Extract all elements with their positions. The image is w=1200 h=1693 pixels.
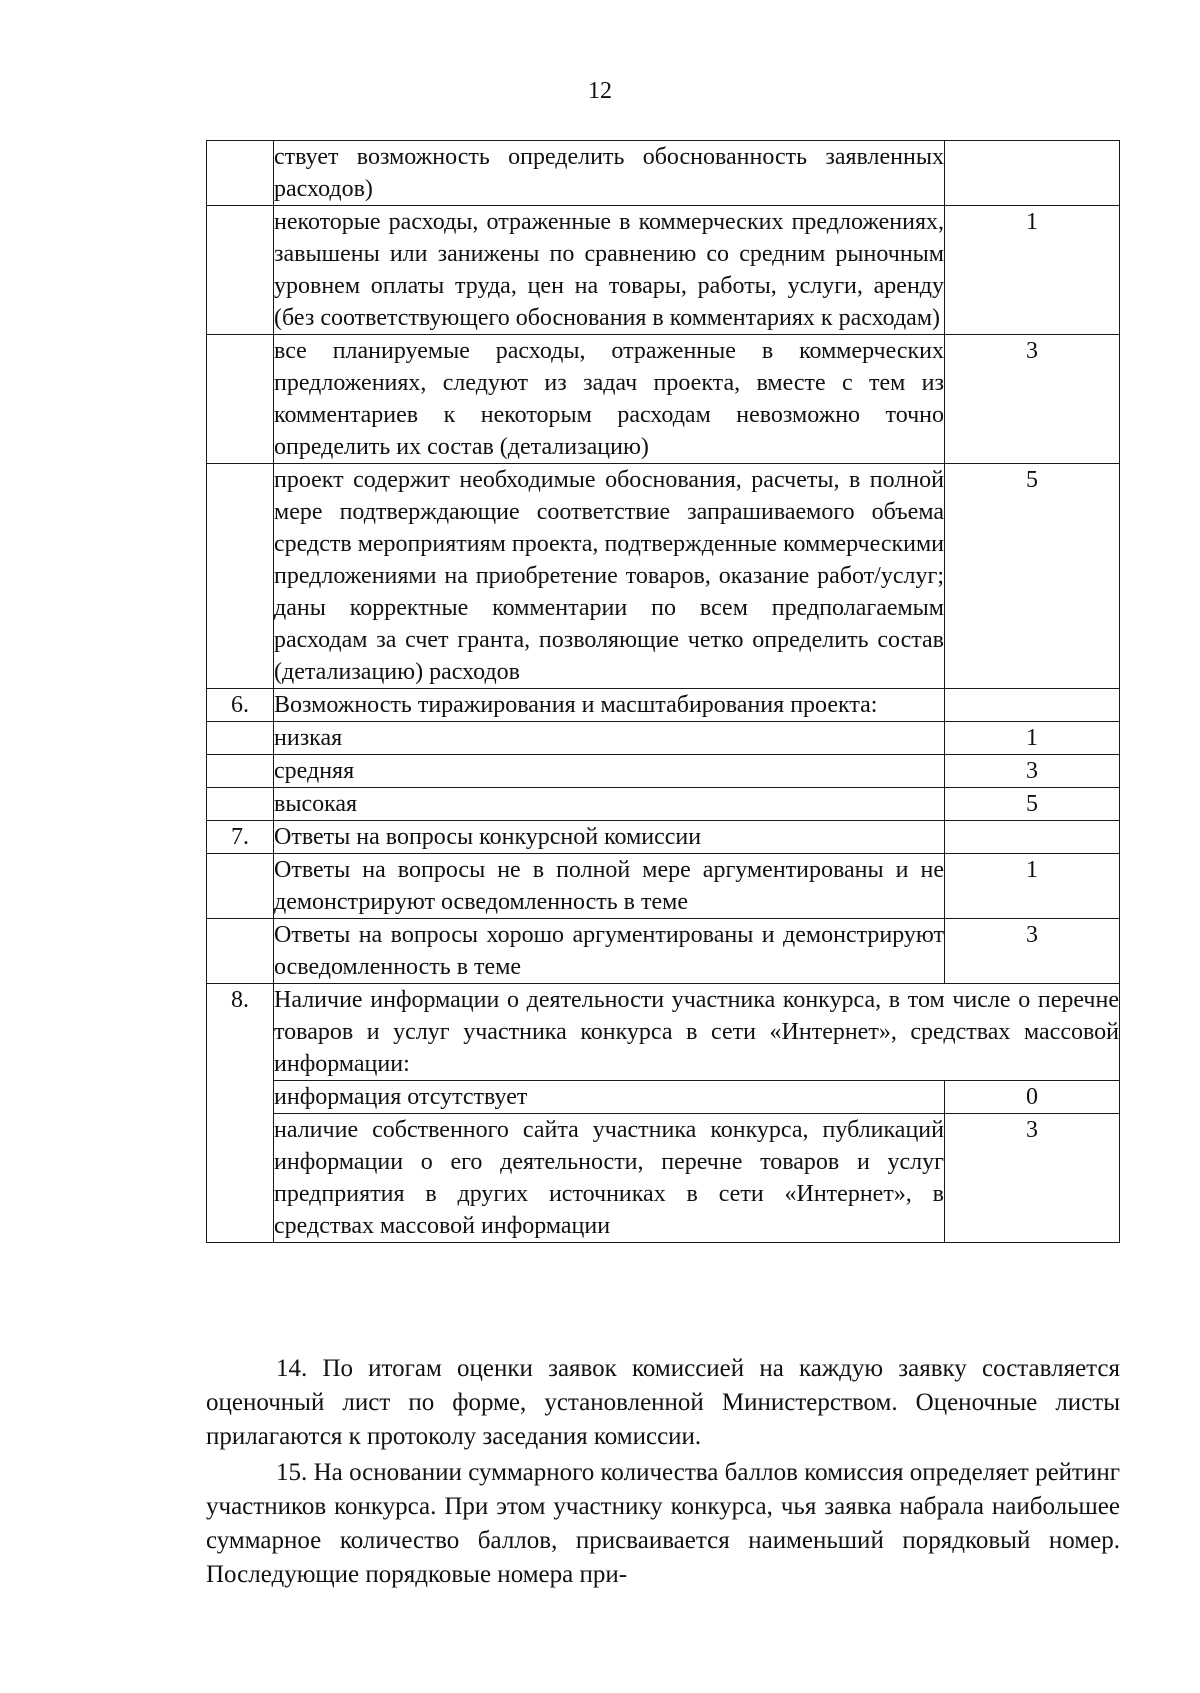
table-row (207, 1081, 1120, 1114)
row-number (207, 335, 274, 464)
criterion-text: ствует возможность определить обоснованность заявленных расходов) (274, 141, 945, 206)
criteria-table (206, 140, 1120, 1243)
criterion-text: наличие собственного сайта участника конкурса, публикаций информации о его деятельности, перечне товаров и услуг предприятия в других источниках в сети «Интернет», в средствах массовой информации (274, 1114, 945, 1243)
criterion-text: низкая (274, 722, 945, 755)
table-row (207, 464, 1120, 689)
criterion-text: высокая (274, 788, 945, 821)
paragraph-15: 15. На основании суммарного количества баллов комиссия определяет рейтинг участников конкурса. При этом участнику конкурса, чья заявка набрала наибольшее суммарное количество баллов, присваивается наименьший порядковый номер. Последующие порядковые номера при- (206, 1459, 1120, 1588)
row-number (207, 854, 274, 919)
criterion-text: Ответы на вопросы хорошо аргументированы и демонстрируют осведомленность в теме (274, 919, 945, 984)
score-value: 5 (945, 788, 1120, 821)
row-number: 7. (207, 821, 274, 854)
criterion-text: информация отсутствует (274, 1081, 945, 1114)
table-row (207, 788, 1120, 821)
table-row (207, 335, 1120, 464)
score-value: 3 (945, 335, 1120, 464)
table-row (207, 755, 1120, 788)
page-number: 12 (588, 78, 612, 104)
table-row (207, 206, 1120, 335)
score-value (945, 821, 1120, 854)
score-value: 0 (945, 1081, 1120, 1114)
row-number (207, 788, 274, 821)
row-number (207, 919, 274, 984)
score-value: 3 (945, 919, 1120, 984)
row-number (207, 464, 274, 689)
score-value: 3 (945, 755, 1120, 788)
table-row (207, 821, 1120, 854)
score-value: 1 (945, 854, 1120, 919)
criterion-text: средняя (274, 755, 945, 788)
row-number (207, 141, 274, 206)
score-value: 5 (945, 464, 1120, 689)
criterion-text: все планируемые расходы, отраженные в коммерческих предложениях, следуют из задач проекта, вместе с тем из комментариев к некоторым расходам невозможно точно определить их состав (детализацию) (274, 335, 945, 464)
table-row (207, 689, 1120, 722)
table-row (207, 854, 1120, 919)
criterion-text: некоторые расходы, отраженные в коммерческих предложениях, завышены или занижены по сравнению со средним рыночным уровнем оплаты труда, цен на товары, работы, услуги, аренду (без соответствующего обоснования в комментариях к расходам) (274, 206, 945, 335)
table-row (207, 919, 1120, 984)
criterion-text: Ответы на вопросы не в полной мере аргументированы и не демонстрируют осведомленность в теме (274, 854, 945, 919)
score-value (945, 689, 1120, 722)
criterion-text: Наличие информации о деятельности участника конкурса, в том числе о перечне товаров и услуг участника конкурса в сети «Интернет», средствах массовой информации: (274, 984, 1120, 1081)
table-row (207, 984, 1120, 1081)
criterion-text: Ответы на вопросы конкурсной комиссии (274, 821, 945, 854)
table-row (207, 722, 1120, 755)
criterion-text: проект содержит необходимые обоснования, расчеты, в полной мере подтверждающие соответствие запрашиваемого объема средств мероприятиям проекта, подтвержденные коммерческими предложениями на приобретение товаров, оказание работ/услуг; даны корректные комментарии по всем предполагаемым расходам за счет гранта, позволяющие четко определить состав (детализацию) расходов (274, 464, 945, 689)
row-number (207, 722, 274, 755)
row-number (207, 206, 274, 335)
score-value: 1 (945, 206, 1120, 335)
score-value: 1 (945, 722, 1120, 755)
criterion-text: Возможность тиражирования и масштабирования проекта: (274, 689, 945, 722)
row-number (207, 755, 274, 788)
score-value: 3 (945, 1114, 1120, 1243)
paragraph-14: 14. По итогам оценки заявок комиссией на каждую заявку составляется оценочный лист по форме, установленной Министерством. Оценочные листы прилагаются к протоколу заседания комиссии. (206, 1355, 1120, 1450)
row-number: 8. (207, 984, 274, 1243)
score-value (945, 141, 1120, 206)
table-row (207, 1114, 1120, 1243)
row-number: 6. (207, 689, 274, 722)
table-row (207, 141, 1120, 206)
